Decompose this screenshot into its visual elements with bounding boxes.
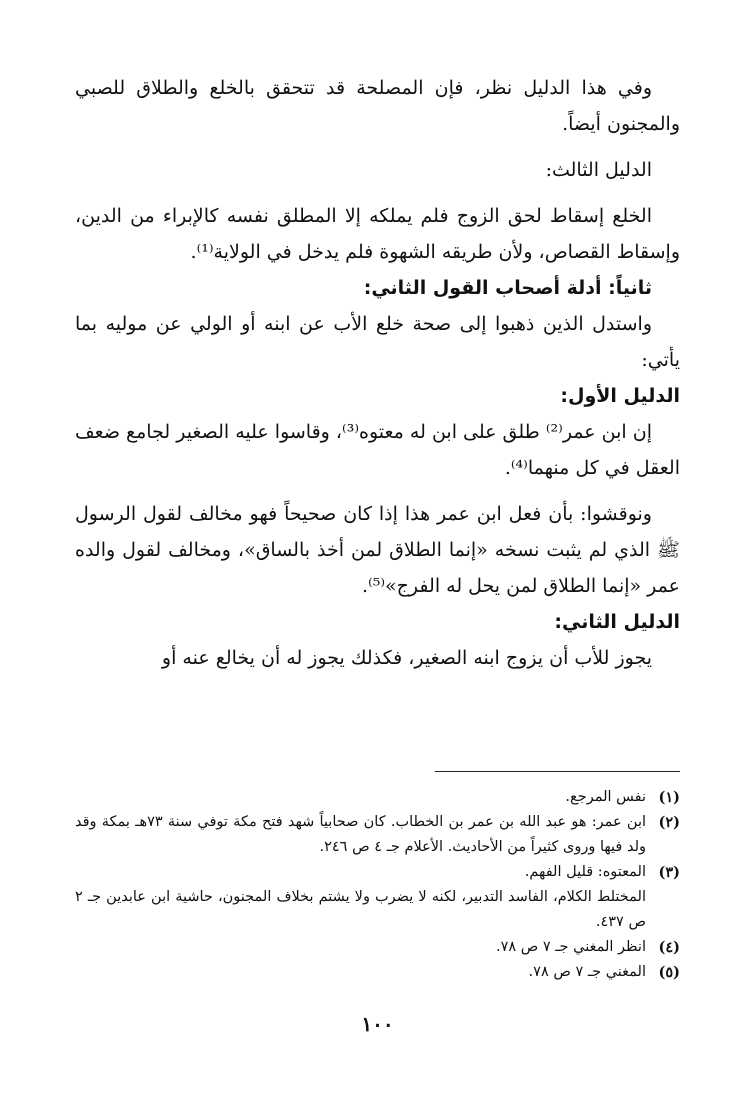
footnote-3 [75, 860, 680, 885]
footnote-2 [75, 810, 680, 860]
footnote-text: نفس المرجع. [565, 789, 646, 805]
footnote-number: (٤) [658, 939, 680, 956]
heading-second-view-evidence: ثانياً: أدلة أصحاب القول الثاني: [363, 277, 652, 299]
footnote-text: انظر المغني جـ ٧ ص ٧٨. [495, 939, 646, 955]
heading-first-evidence: الدليل الأول: [560, 385, 680, 407]
paragraph-5: ونوقشوا: بأن فعل ابن عمر هذا إذا كان صحيحاً فهو مخالف لقول الرسول ﷺ الذي لم يثبت نسخه «إنما الطلاق لمن أخذ بالساق»، ومخالف لقول والده عمر «إنما الطلاق لمن يحل له الفرج»⁽⁵⁾. [75, 503, 680, 597]
paragraph-4: إن ابن عمر⁽²⁾ طلق على ابن له معتوه⁽³⁾، وقاسوا عليه الصغير لجامع ضعف العقل في كل منهما⁽⁴⁾. [75, 421, 680, 479]
footnote-text: المعتوه: قليل الفهم. [524, 864, 646, 880]
footnote-text: ابن عمر: هو عبد الله بن عمر بن الخطاب. كان صحابياً شهد فتح مكة توفي سنة ٧٣هـ بمكة وقد ولد فيها وروى كثيراً من الأحاديث. الأعلام جـ ٤ ص ٢٤٦. [75, 814, 647, 855]
footnote-1 [75, 785, 680, 810]
footnotes [75, 785, 680, 985]
footnote-5 [75, 960, 680, 985]
paragraph-3: واستدل الذين ذهبوا إلى صحة خلع الأب عن ابنه أو الولي عن موليه بما يأتي: [75, 313, 680, 371]
footnote-text: المغني جـ ٧ ص ٧٨. [528, 964, 646, 980]
footnote-3-continuation: المختلط الكلام، الفاسد التدبير، لكنه لا يضرب ولا يشتم بخلاف المجنون، حاشية ابن عابدين جـ ٢ ص ٤٣٧. [75, 889, 646, 930]
paragraph-6: يجوز للأب أن يزوج ابنه الصغير، فكذلك يجوز له أن يخالع عنه أو [161, 647, 652, 669]
footnote-number: (٣) [658, 864, 680, 881]
footnote-number: (٥) [658, 964, 680, 981]
paragraph-1: وفي هذا الدليل نظر، فإن المصلحة قد تتحقق بالخلع والطلاق للصبي والمجنون أيضاً. [75, 77, 680, 135]
footnote-number: (٢) [658, 814, 680, 831]
main-text [75, 70, 680, 676]
page-number: ١٠٠ [361, 1012, 394, 1036]
footnote-divider [435, 771, 680, 772]
heading-second-evidence: الدليل الثاني: [554, 611, 680, 633]
footnote-number: (١) [658, 789, 680, 806]
footnote-4 [75, 935, 680, 960]
heading-third-evidence: الدليل الثالث: [545, 159, 652, 181]
paragraph-2: الخلع إسقاط لحق الزوج فلم يملكه إلا المطلق نفسه كالإبراء من الدين، وإسقاط القصاص، ولأن طريقه الشهوة فلم يدخل في الولاية⁽¹⁾. [75, 205, 680, 263]
